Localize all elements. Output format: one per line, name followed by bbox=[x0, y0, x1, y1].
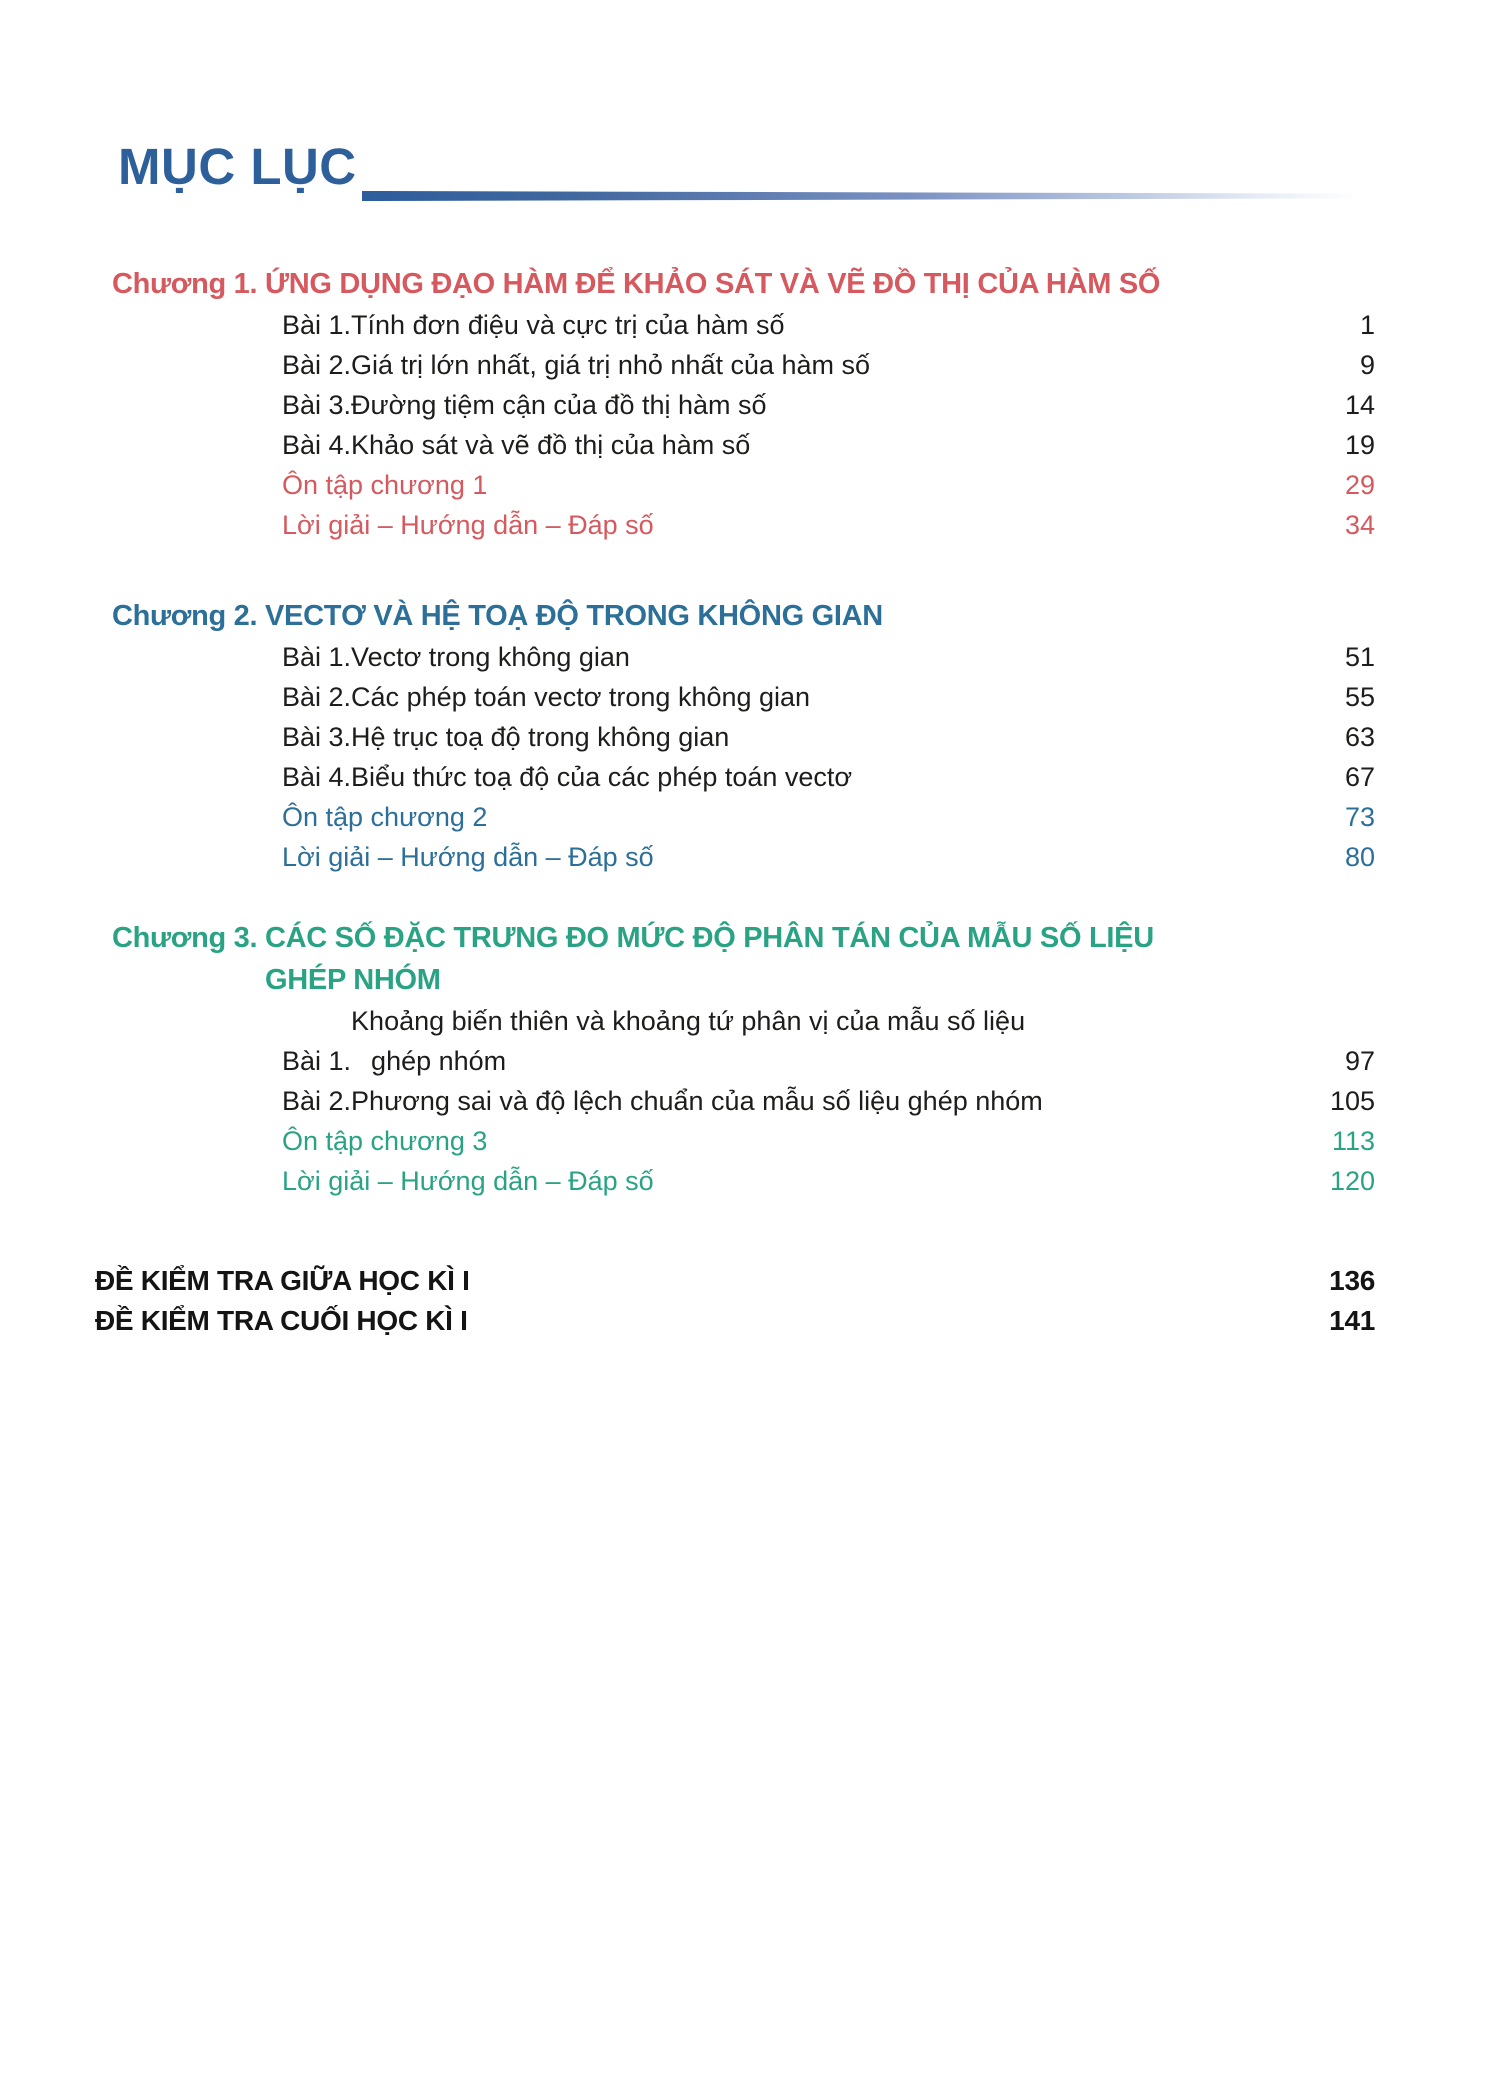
toc-item bbox=[282, 757, 1375, 797]
toc-item-title bbox=[351, 717, 1315, 757]
toc-item-page-number: 80 bbox=[1344, 842, 1375, 872]
toc-item-label: Bài 4. bbox=[282, 430, 352, 460]
toc-item bbox=[282, 637, 1375, 677]
chapter-section bbox=[0, 917, 1496, 1201]
chapter-label: Chương 1. bbox=[112, 268, 258, 300]
chapter-label: Chương 2. bbox=[112, 600, 258, 632]
chapter-title-line1: CÁC SỐ ĐẶC TRƯNG ĐO MỨC ĐỘ PHÂN TÁN CỦA MẪU SỐ LIỆU bbox=[265, 922, 1154, 954]
toc-item-page-number: 1 bbox=[1359, 310, 1375, 340]
chapter-label: Chương 3. bbox=[112, 922, 258, 954]
chapter-heading bbox=[112, 263, 1436, 305]
toc-item bbox=[282, 797, 1375, 837]
page-title: MỤC LỤC bbox=[118, 138, 357, 195]
toc-item-page-number: 67 bbox=[1344, 762, 1375, 792]
chapter-section bbox=[0, 595, 1496, 877]
exam-item-page-number: 136 bbox=[1329, 1265, 1375, 1296]
toc-item-label: Bài 2. bbox=[282, 350, 352, 380]
toc-item-title-line1: Vectơ trong không gian bbox=[351, 642, 630, 672]
toc-item bbox=[282, 305, 1375, 345]
exam-item-page-number: 141 bbox=[1329, 1305, 1375, 1336]
chapter-title bbox=[265, 595, 883, 637]
toc-item-title bbox=[282, 465, 1315, 505]
toc-item-title-line1: Khoảng biến thiên và khoảng tứ phân vị của mẫu số liệu bbox=[351, 1006, 1026, 1036]
exam-item-title: ĐỀ KIỂM TRA GIỮA HỌC KÌ I bbox=[95, 1265, 470, 1296]
toc-item-title-line1: Ôn tập chương 1 bbox=[282, 470, 488, 500]
toc-item-title bbox=[351, 677, 1315, 717]
toc-item-title bbox=[282, 837, 1315, 877]
toc-item bbox=[282, 505, 1375, 545]
toc-item-title bbox=[282, 797, 1315, 837]
toc-item bbox=[282, 1081, 1375, 1121]
toc-item bbox=[282, 1161, 1375, 1201]
toc-item-title-line1: Giá trị lớn nhất, giá trị nhỏ nhất của hàm số bbox=[351, 350, 871, 380]
toc-item bbox=[282, 1001, 1375, 1081]
toc-item-title-line1: Ôn tập chương 3 bbox=[282, 1126, 488, 1156]
toc-item-label: Bài 3. bbox=[282, 390, 352, 420]
toc-item-title-line1: Biểu thức toạ độ của các phép toán vectơ bbox=[351, 762, 853, 792]
title-rule bbox=[362, 191, 1360, 201]
toc-item-page-number: 55 bbox=[1344, 682, 1375, 712]
toc-item-label: Bài 3. bbox=[282, 722, 352, 752]
toc-item-page-number: 34 bbox=[1344, 510, 1375, 540]
toc-item-label: Bài 1. bbox=[282, 310, 352, 340]
toc-item-page-number: 19 bbox=[1344, 430, 1375, 460]
chapter-title-line2: GHÉP NHÓM bbox=[265, 964, 441, 996]
toc-item bbox=[282, 425, 1375, 465]
toc-item-title-line1: Khảo sát và vẽ đồ thị của hàm số bbox=[351, 430, 751, 460]
toc-item-title bbox=[351, 345, 1315, 385]
toc-item-title bbox=[351, 1081, 1315, 1121]
toc-item-title bbox=[351, 305, 1315, 345]
toc-item-page-number: 120 bbox=[1329, 1166, 1375, 1196]
toc-item-title bbox=[282, 1121, 1315, 1161]
toc-item bbox=[282, 385, 1375, 425]
exams-section bbox=[0, 1261, 1496, 1341]
toc-item bbox=[282, 345, 1375, 385]
toc-item bbox=[282, 837, 1375, 877]
toc-item-title bbox=[351, 425, 1315, 465]
exam-item-title: ĐỀ KIỂM TRA CUỐI HỌC KÌ I bbox=[95, 1305, 468, 1336]
toc-item-title bbox=[351, 757, 1315, 797]
toc-item-page-number: 73 bbox=[1344, 802, 1375, 832]
chapter-heading bbox=[112, 595, 1436, 637]
toc-item-title-line1: Phương sai và độ lệch chuẩn của mẫu số liệu ghép nhóm bbox=[351, 1086, 1043, 1116]
toc-item bbox=[282, 677, 1375, 717]
toc-item-label: Bài 1. bbox=[282, 1046, 352, 1076]
chapter-items bbox=[0, 1001, 1496, 1201]
toc-item-page-number: 63 bbox=[1344, 722, 1375, 752]
toc-item-title-line1: Lời giải – Hướng dẫn – Đáp số bbox=[282, 842, 654, 872]
toc-item-title-line1: Đường tiệm cận của đồ thị hàm số bbox=[351, 390, 767, 420]
toc-item-title bbox=[351, 637, 1315, 677]
toc-item-label: Bài 4. bbox=[282, 762, 352, 792]
chapter-title bbox=[265, 263, 1160, 305]
toc-item-title bbox=[351, 1001, 1315, 1081]
chapter-title-line1: VECTƠ VÀ HỆ TOẠ ĐỘ TRONG KHÔNG GIAN bbox=[265, 600, 883, 632]
toc-item-title-line1: Các phép toán vectơ trong không gian bbox=[351, 682, 811, 712]
toc-list bbox=[0, 263, 1496, 1341]
toc-item-page-number: 113 bbox=[1331, 1126, 1375, 1156]
toc-item-label: Bài 2. bbox=[282, 682, 352, 712]
chapter-title bbox=[265, 917, 1154, 1001]
toc-item-title-line2: ghép nhóm bbox=[371, 1046, 507, 1076]
exam-item bbox=[95, 1261, 1375, 1301]
toc-item-title-line1: Tính đơn điệu và cực trị của hàm số bbox=[351, 310, 785, 340]
toc-item-title bbox=[282, 1161, 1315, 1201]
toc-item-page-number: 97 bbox=[1344, 1046, 1375, 1076]
toc-item-page-number: 51 bbox=[1344, 642, 1375, 672]
toc-item bbox=[282, 1121, 1375, 1161]
exam-item bbox=[95, 1301, 1375, 1341]
chapter-section bbox=[0, 263, 1496, 545]
toc-item-title-line1: Hệ trục toạ độ trong không gian bbox=[351, 722, 730, 752]
toc-item-title bbox=[351, 385, 1315, 425]
toc-item bbox=[282, 465, 1375, 505]
toc-item-page-number: 29 bbox=[1344, 470, 1375, 500]
chapter-title-line1: ỨNG DỤNG ĐẠO HÀM ĐỂ KHẢO SÁT VÀ VẼ ĐỒ THỊ CỦA HÀM SỐ bbox=[265, 268, 1161, 300]
toc-item-page-number: 9 bbox=[1359, 350, 1375, 380]
chapters-container bbox=[0, 263, 1496, 1201]
toc-item-title-line1: Lời giải – Hướng dẫn – Đáp số bbox=[282, 1166, 654, 1196]
toc-item bbox=[282, 717, 1375, 757]
toc-item-page-number: 14 bbox=[1344, 390, 1375, 420]
toc-item-title bbox=[282, 505, 1315, 545]
toc-item-label: Bài 2. bbox=[282, 1086, 352, 1116]
chapter-heading bbox=[112, 917, 1436, 1001]
chapter-items bbox=[0, 305, 1496, 545]
toc-item-page-number: 105 bbox=[1329, 1086, 1375, 1116]
toc-item-label: Bài 1. bbox=[282, 642, 352, 672]
toc-item-title-line1: Lời giải – Hướng dẫn – Đáp số bbox=[282, 510, 654, 540]
chapter-items bbox=[0, 637, 1496, 877]
toc-item-title-line1: Ôn tập chương 2 bbox=[282, 802, 488, 832]
